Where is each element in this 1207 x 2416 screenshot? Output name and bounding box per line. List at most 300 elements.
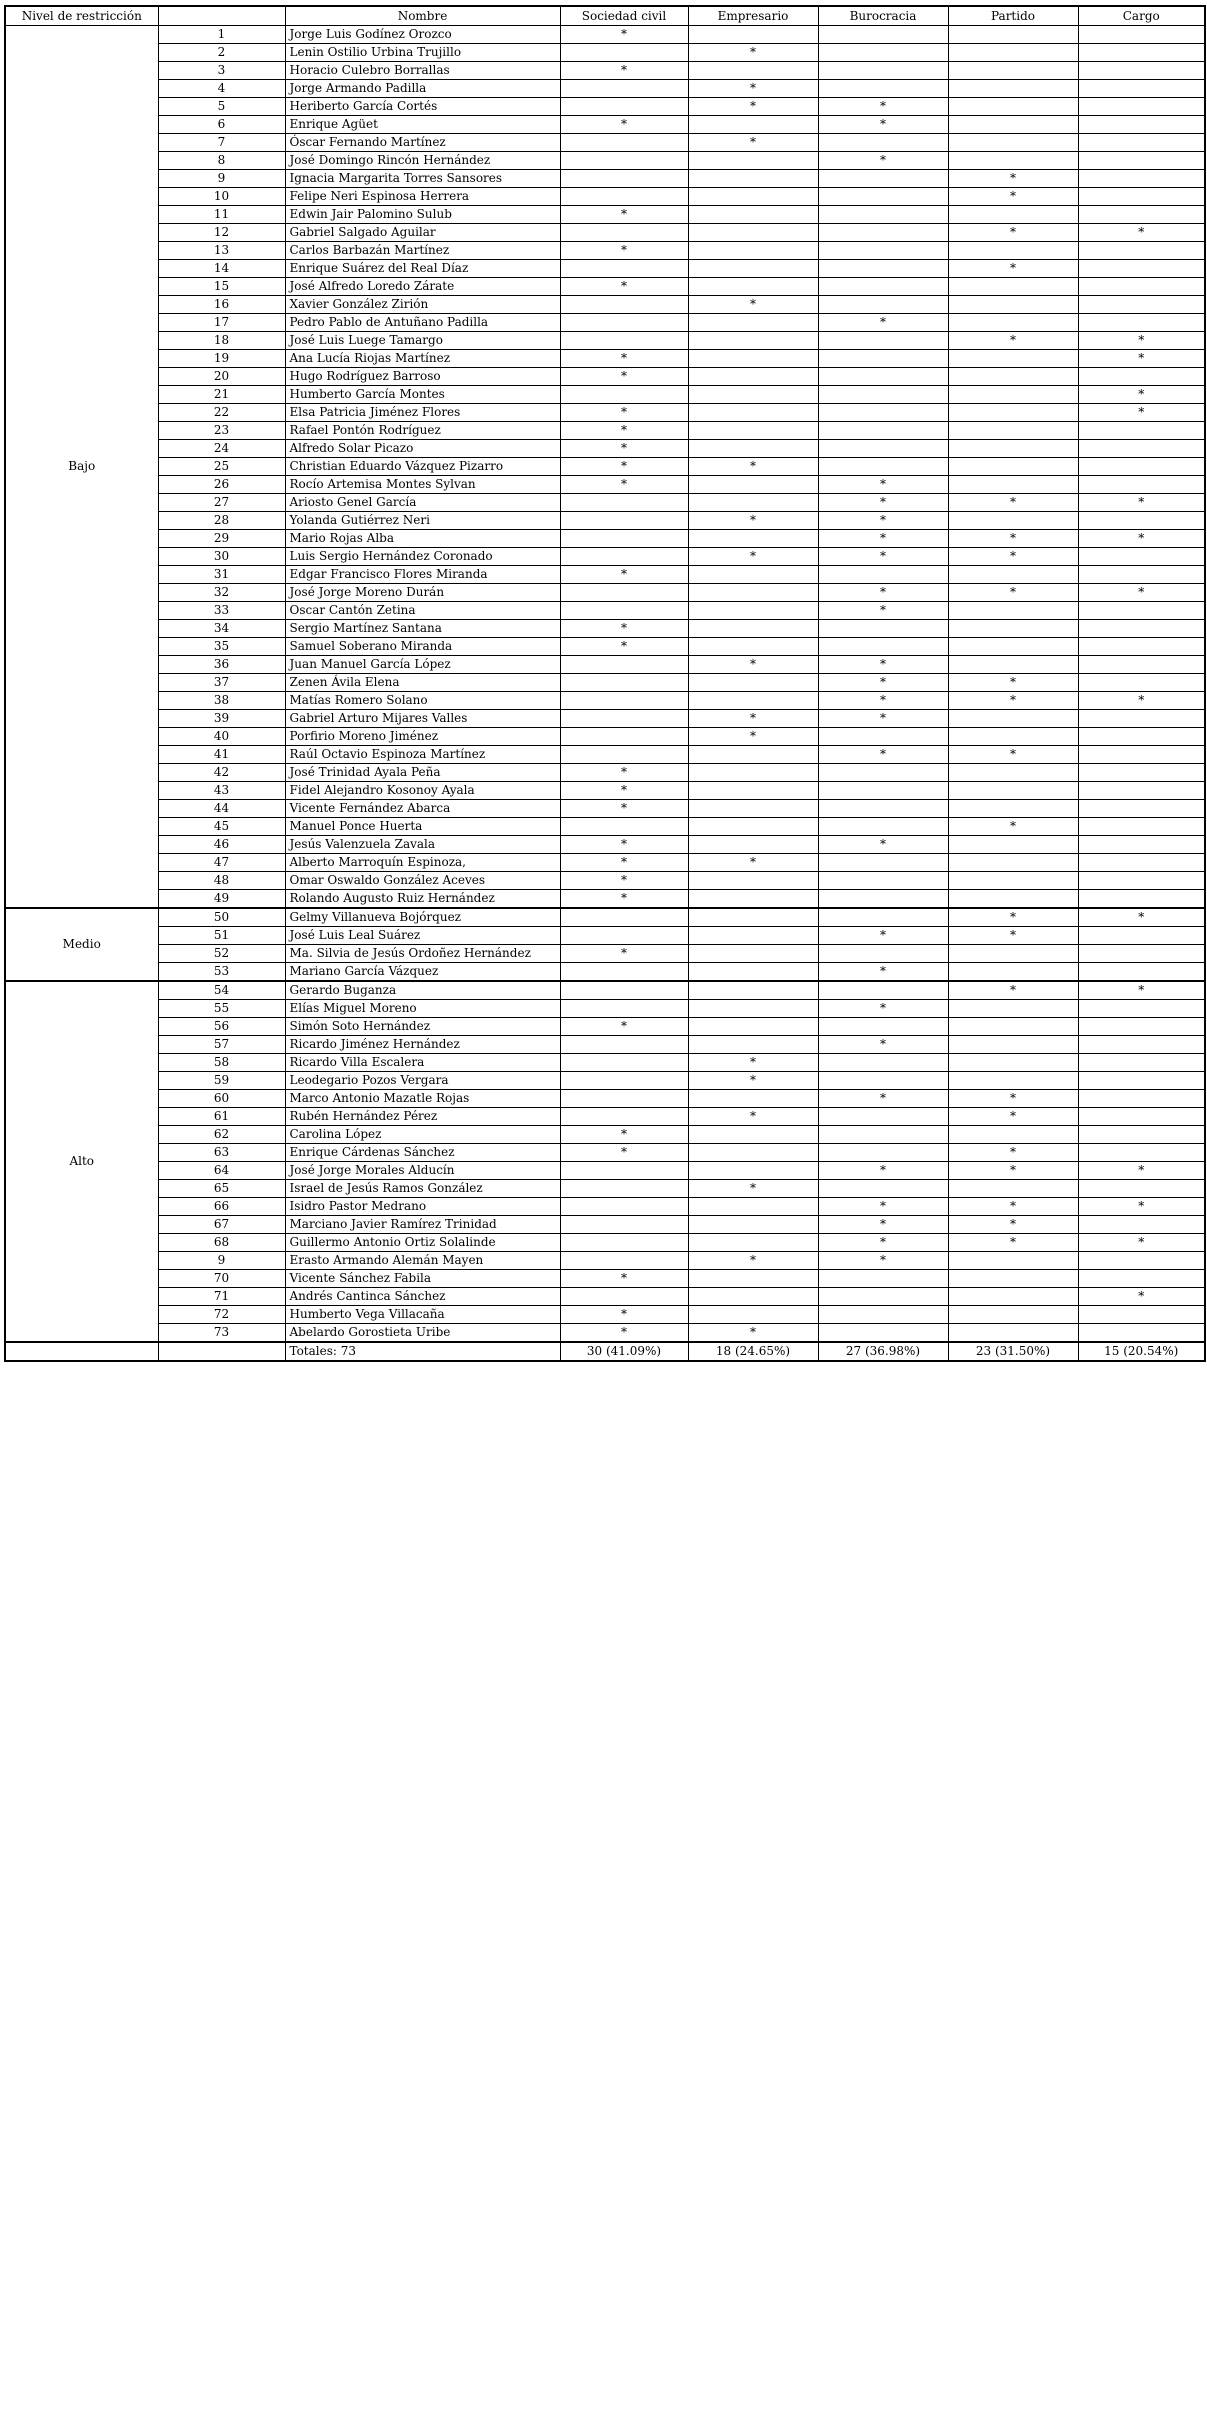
mark-cell-cargo xyxy=(1078,1000,1205,1018)
name-cell: Elsa Patricia Jiménez Flores xyxy=(285,404,560,422)
mark-cell-burocracia xyxy=(818,386,948,404)
mark-cell-burocracia xyxy=(818,80,948,98)
name-cell: Gerardo Buganza xyxy=(285,981,560,1000)
column-header-partido: Partido xyxy=(948,6,1078,26)
mark-cell-partido: * xyxy=(948,332,1078,350)
mark-cell-burocracia: * xyxy=(818,476,948,494)
total-value-burocracia: 27 (36.98%) xyxy=(818,1342,948,1361)
mark-cell-cargo xyxy=(1078,512,1205,530)
mark-cell-empresario: * xyxy=(688,98,818,116)
mark-cell-partido xyxy=(948,1000,1078,1018)
mark-cell-partido xyxy=(948,80,1078,98)
mark-cell-empresario: * xyxy=(688,512,818,530)
mark-cell-cargo: * xyxy=(1078,404,1205,422)
totals-number-cell-empty xyxy=(158,1342,285,1361)
row-number-cell: 20 xyxy=(158,368,285,386)
mark-cell-partido: * xyxy=(948,818,1078,836)
mark-cell-empresario xyxy=(688,1000,818,1018)
mark-cell-partido: * xyxy=(948,692,1078,710)
table-row xyxy=(5,963,1205,982)
mark-cell-burocracia xyxy=(818,26,948,44)
mark-cell-cargo xyxy=(1078,927,1205,945)
mark-cell-sociedad-civil: * xyxy=(560,422,688,440)
row-number-cell: 13 xyxy=(158,242,285,260)
name-cell: Luis Sergio Hernández Coronado xyxy=(285,548,560,566)
mark-cell-cargo xyxy=(1078,602,1205,620)
mark-cell-burocracia xyxy=(818,1108,948,1126)
mark-cell-partido: * xyxy=(948,548,1078,566)
mark-cell-sociedad-civil: * xyxy=(560,26,688,44)
mark-cell-cargo xyxy=(1078,476,1205,494)
mark-cell-sociedad-civil xyxy=(560,224,688,242)
row-number-cell: 38 xyxy=(158,692,285,710)
mark-cell-cargo xyxy=(1078,314,1205,332)
table-row xyxy=(5,44,1205,62)
name-cell: Raúl Octavio Espinoza Martínez xyxy=(285,746,560,764)
mark-cell-cargo xyxy=(1078,116,1205,134)
table-row xyxy=(5,494,1205,512)
mark-cell-cargo: * xyxy=(1078,692,1205,710)
mark-cell-cargo xyxy=(1078,746,1205,764)
name-cell: Ma. Silvia de Jesús Ordoñez Hernández xyxy=(285,945,560,963)
mark-cell-sociedad-civil: * xyxy=(560,1306,688,1324)
mark-cell-sociedad-civil xyxy=(560,1162,688,1180)
mark-cell-sociedad-civil xyxy=(560,602,688,620)
row-number-cell: 23 xyxy=(158,422,285,440)
mark-cell-burocracia xyxy=(818,782,948,800)
mark-cell-sociedad-civil xyxy=(560,1180,688,1198)
mark-cell-empresario xyxy=(688,476,818,494)
row-number-cell: 9 xyxy=(158,1252,285,1270)
table-row xyxy=(5,638,1205,656)
mark-cell-burocracia: * xyxy=(818,1036,948,1054)
table-row xyxy=(5,1252,1205,1270)
mark-cell-burocracia xyxy=(818,800,948,818)
mark-cell-cargo xyxy=(1078,26,1205,44)
mark-cell-burocracia xyxy=(818,206,948,224)
mark-cell-cargo xyxy=(1078,170,1205,188)
mark-cell-partido xyxy=(948,62,1078,80)
mark-cell-sociedad-civil: * xyxy=(560,566,688,584)
row-number-cell: 59 xyxy=(158,1072,285,1090)
name-cell: Ignacia Margarita Torres Sansores xyxy=(285,170,560,188)
mark-cell-empresario xyxy=(688,494,818,512)
name-cell: Yolanda Gutiérrez Neri xyxy=(285,512,560,530)
name-cell: Omar Oswaldo González Aceves xyxy=(285,872,560,890)
mark-cell-partido xyxy=(948,728,1078,746)
mark-cell-cargo xyxy=(1078,44,1205,62)
mark-cell-empresario xyxy=(688,746,818,764)
mark-cell-cargo xyxy=(1078,278,1205,296)
mark-cell-partido xyxy=(948,836,1078,854)
table-body xyxy=(5,26,1205,1362)
mark-cell-partido: * xyxy=(948,1234,1078,1252)
name-cell: Sergio Martínez Santana xyxy=(285,620,560,638)
name-cell: Andrés Cantinca Sánchez xyxy=(285,1288,560,1306)
table-row xyxy=(5,1234,1205,1252)
mark-cell-partido: * xyxy=(948,908,1078,927)
row-number-cell: 25 xyxy=(158,458,285,476)
mark-cell-cargo xyxy=(1078,656,1205,674)
mark-cell-burocracia xyxy=(818,620,948,638)
mark-cell-empresario xyxy=(688,332,818,350)
mark-cell-burocracia xyxy=(818,1072,948,1090)
mark-cell-burocracia: * xyxy=(818,314,948,332)
row-number-cell: 41 xyxy=(158,746,285,764)
mark-cell-sociedad-civil xyxy=(560,584,688,602)
mark-cell-cargo xyxy=(1078,1180,1205,1198)
mark-cell-cargo xyxy=(1078,440,1205,458)
mark-cell-sociedad-civil xyxy=(560,1234,688,1252)
name-cell: Enrique Suárez del Real Díaz xyxy=(285,260,560,278)
row-number-cell: 48 xyxy=(158,872,285,890)
mark-cell-sociedad-civil: * xyxy=(560,890,688,909)
mark-cell-sociedad-civil xyxy=(560,548,688,566)
mark-cell-sociedad-civil: * xyxy=(560,945,688,963)
name-cell: José Trinidad Ayala Peña xyxy=(285,764,560,782)
mark-cell-sociedad-civil xyxy=(560,98,688,116)
mark-cell-sociedad-civil: * xyxy=(560,206,688,224)
table-row xyxy=(5,1108,1205,1126)
table-row xyxy=(5,782,1205,800)
mark-cell-partido: * xyxy=(948,1144,1078,1162)
mark-cell-sociedad-civil: * xyxy=(560,368,688,386)
mark-cell-sociedad-civil: * xyxy=(560,1018,688,1036)
mark-cell-partido xyxy=(948,764,1078,782)
name-cell: Mariano García Vázquez xyxy=(285,963,560,982)
table-row xyxy=(5,314,1205,332)
mark-cell-empresario: * xyxy=(688,80,818,98)
row-number-cell: 43 xyxy=(158,782,285,800)
mark-cell-sociedad-civil: * xyxy=(560,836,688,854)
row-number-cell: 6 xyxy=(158,116,285,134)
mark-cell-empresario xyxy=(688,908,818,927)
mark-cell-burocracia xyxy=(818,1270,948,1288)
row-number-cell: 47 xyxy=(158,854,285,872)
mark-cell-burocracia xyxy=(818,854,948,872)
table-row xyxy=(5,1216,1205,1234)
table-row xyxy=(5,1162,1205,1180)
mark-cell-burocracia xyxy=(818,188,948,206)
row-number-cell: 9 xyxy=(158,170,285,188)
table-row xyxy=(5,692,1205,710)
name-cell: Humberto Vega Villacaña xyxy=(285,1306,560,1324)
mark-cell-empresario xyxy=(688,1234,818,1252)
mark-cell-cargo xyxy=(1078,872,1205,890)
mark-cell-partido: * xyxy=(948,1198,1078,1216)
mark-cell-sociedad-civil xyxy=(560,746,688,764)
name-cell: Vicente Sánchez Fabila xyxy=(285,1270,560,1288)
mark-cell-partido xyxy=(948,620,1078,638)
row-number-cell: 64 xyxy=(158,1162,285,1180)
mark-cell-partido xyxy=(948,963,1078,982)
mark-cell-empresario xyxy=(688,350,818,368)
table-row xyxy=(5,1144,1205,1162)
mark-cell-sociedad-civil xyxy=(560,1108,688,1126)
mark-cell-burocracia: * xyxy=(818,927,948,945)
row-number-cell: 42 xyxy=(158,764,285,782)
mark-cell-partido xyxy=(948,458,1078,476)
row-number-cell: 60 xyxy=(158,1090,285,1108)
mark-cell-empresario: * xyxy=(688,728,818,746)
column-header-cargo: Cargo xyxy=(1078,6,1205,26)
mark-cell-empresario xyxy=(688,116,818,134)
row-number-cell: 24 xyxy=(158,440,285,458)
mark-cell-sociedad-civil xyxy=(560,674,688,692)
table-row xyxy=(5,1072,1205,1090)
mark-cell-empresario: * xyxy=(688,44,818,62)
mark-cell-empresario xyxy=(688,422,818,440)
mark-cell-sociedad-civil xyxy=(560,314,688,332)
table-row xyxy=(5,278,1205,296)
mark-cell-partido xyxy=(948,566,1078,584)
total-value-empresario: 18 (24.65%) xyxy=(688,1342,818,1361)
name-cell: Samuel Soberano Miranda xyxy=(285,638,560,656)
mark-cell-partido xyxy=(948,1072,1078,1090)
mark-cell-sociedad-civil xyxy=(560,134,688,152)
column-header-empresario: Empresario xyxy=(688,6,818,26)
table-row xyxy=(5,170,1205,188)
name-cell: Horacio Culebro Borrallas xyxy=(285,62,560,80)
mark-cell-sociedad-civil xyxy=(560,530,688,548)
mark-cell-burocracia xyxy=(818,332,948,350)
mark-cell-empresario: * xyxy=(688,1072,818,1090)
mark-cell-empresario xyxy=(688,242,818,260)
mark-cell-cargo xyxy=(1078,1216,1205,1234)
mark-cell-partido xyxy=(948,638,1078,656)
mark-cell-sociedad-civil xyxy=(560,692,688,710)
column-header-nombre: Nombre xyxy=(285,6,560,26)
mark-cell-cargo: * xyxy=(1078,494,1205,512)
name-cell: Rolando Augusto Ruiz Hernández xyxy=(285,890,560,909)
mark-cell-empresario xyxy=(688,188,818,206)
name-cell: Gabriel Salgado Aguilar xyxy=(285,224,560,242)
row-number-cell: 45 xyxy=(158,818,285,836)
mark-cell-sociedad-civil xyxy=(560,1036,688,1054)
table-row xyxy=(5,602,1205,620)
table-row xyxy=(5,422,1205,440)
mark-cell-empresario xyxy=(688,872,818,890)
name-cell: Marco Antonio Mazatle Rojas xyxy=(285,1090,560,1108)
table-row xyxy=(5,908,1205,927)
mark-cell-partido xyxy=(948,512,1078,530)
mark-cell-burocracia xyxy=(818,1054,948,1072)
row-number-cell: 19 xyxy=(158,350,285,368)
mark-cell-sociedad-civil xyxy=(560,296,688,314)
mark-cell-cargo xyxy=(1078,548,1205,566)
table-row xyxy=(5,458,1205,476)
table-row xyxy=(5,566,1205,584)
name-cell: Manuel Ponce Huerta xyxy=(285,818,560,836)
mark-cell-empresario: * xyxy=(688,854,818,872)
mark-cell-burocracia xyxy=(818,1324,948,1343)
mark-cell-sociedad-civil xyxy=(560,981,688,1000)
mark-cell-sociedad-civil: * xyxy=(560,350,688,368)
row-number-cell: 46 xyxy=(158,836,285,854)
mark-cell-partido: * xyxy=(948,170,1078,188)
total-value-sociedad-civil: 30 (41.09%) xyxy=(560,1342,688,1361)
mark-cell-cargo xyxy=(1078,188,1205,206)
mark-cell-partido: * xyxy=(948,1108,1078,1126)
row-number-cell: 63 xyxy=(158,1144,285,1162)
table-row xyxy=(5,1090,1205,1108)
column-header-sociedad-civil: Sociedad civil xyxy=(560,6,688,26)
mark-cell-cargo xyxy=(1078,620,1205,638)
name-cell: Carlos Barbazán Martínez xyxy=(285,242,560,260)
mark-cell-cargo xyxy=(1078,1126,1205,1144)
mark-cell-cargo: * xyxy=(1078,1234,1205,1252)
table-row xyxy=(5,836,1205,854)
table-row xyxy=(5,746,1205,764)
mark-cell-sociedad-civil xyxy=(560,818,688,836)
mark-cell-cargo: * xyxy=(1078,350,1205,368)
table-row xyxy=(5,1126,1205,1144)
mark-cell-partido xyxy=(948,602,1078,620)
mark-cell-sociedad-civil xyxy=(560,710,688,728)
mark-cell-sociedad-civil: * xyxy=(560,620,688,638)
mark-cell-burocracia: * xyxy=(818,152,948,170)
mark-cell-burocracia xyxy=(818,872,948,890)
table-row xyxy=(5,1180,1205,1198)
row-number-cell: 67 xyxy=(158,1216,285,1234)
table-row xyxy=(5,584,1205,602)
mark-cell-partido: * xyxy=(948,530,1078,548)
mark-cell-partido: * xyxy=(948,494,1078,512)
table-row xyxy=(5,296,1205,314)
mark-cell-burocracia: * xyxy=(818,710,948,728)
row-number-cell: 26 xyxy=(158,476,285,494)
mark-cell-sociedad-civil: * xyxy=(560,872,688,890)
totals-label: Totales: 73 xyxy=(285,1342,560,1361)
mark-cell-partido: * xyxy=(948,1216,1078,1234)
table-row xyxy=(5,224,1205,242)
mark-cell-burocracia: * xyxy=(818,512,948,530)
mark-cell-partido xyxy=(948,206,1078,224)
row-number-cell: 18 xyxy=(158,332,285,350)
mark-cell-sociedad-civil: * xyxy=(560,764,688,782)
row-number-cell: 31 xyxy=(158,566,285,584)
mark-cell-partido xyxy=(948,890,1078,909)
row-number-cell: 15 xyxy=(158,278,285,296)
table-header xyxy=(5,6,1205,26)
mark-cell-sociedad-civil xyxy=(560,386,688,404)
restriction-level-cell-bajo: Bajo xyxy=(5,26,158,909)
name-cell: Ariosto Genel García xyxy=(285,494,560,512)
restriction-level-table xyxy=(4,5,1206,1362)
name-cell: Matías Romero Solano xyxy=(285,692,560,710)
row-number-cell: 28 xyxy=(158,512,285,530)
row-number-cell: 11 xyxy=(158,206,285,224)
mark-cell-partido xyxy=(948,152,1078,170)
mark-cell-burocracia: * xyxy=(818,746,948,764)
mark-cell-cargo: * xyxy=(1078,1198,1205,1216)
mark-cell-partido xyxy=(948,26,1078,44)
name-cell: Lenin Ostilio Urbina Trujillo xyxy=(285,44,560,62)
mark-cell-burocracia: * xyxy=(818,98,948,116)
mark-cell-cargo: * xyxy=(1078,584,1205,602)
name-cell: Heriberto García Cortés xyxy=(285,98,560,116)
table-row xyxy=(5,1288,1205,1306)
mark-cell-empresario: * xyxy=(688,296,818,314)
mark-cell-partido: * xyxy=(948,584,1078,602)
mark-cell-partido xyxy=(948,945,1078,963)
mark-cell-partido xyxy=(948,800,1078,818)
mark-cell-partido xyxy=(948,476,1078,494)
row-number-cell: 10 xyxy=(158,188,285,206)
header-row xyxy=(5,6,1205,26)
name-cell: José Jorge Moreno Durán xyxy=(285,584,560,602)
name-cell: Isidro Pastor Medrano xyxy=(285,1198,560,1216)
mark-cell-empresario xyxy=(688,584,818,602)
row-number-cell: 70 xyxy=(158,1270,285,1288)
mark-cell-cargo xyxy=(1078,1252,1205,1270)
name-cell: Rocío Artemisa Montes Sylvan xyxy=(285,476,560,494)
mark-cell-cargo xyxy=(1078,206,1205,224)
row-number-cell: 65 xyxy=(158,1180,285,1198)
mark-cell-sociedad-civil xyxy=(560,152,688,170)
row-number-cell: 14 xyxy=(158,260,285,278)
mark-cell-sociedad-civil xyxy=(560,1216,688,1234)
mark-cell-empresario xyxy=(688,800,818,818)
name-cell: Zenen Ávila Elena xyxy=(285,674,560,692)
mark-cell-cargo xyxy=(1078,422,1205,440)
mark-cell-empresario xyxy=(688,530,818,548)
table-row xyxy=(5,764,1205,782)
mark-cell-burocracia xyxy=(818,818,948,836)
mark-cell-cargo xyxy=(1078,1018,1205,1036)
totals-row xyxy=(5,1342,1205,1361)
mark-cell-empresario xyxy=(688,224,818,242)
mark-cell-empresario xyxy=(688,1144,818,1162)
mark-cell-empresario: * xyxy=(688,710,818,728)
mark-cell-empresario: * xyxy=(688,656,818,674)
mark-cell-empresario: * xyxy=(688,1324,818,1343)
mark-cell-partido xyxy=(948,404,1078,422)
row-number-cell: 52 xyxy=(158,945,285,963)
row-number-cell: 17 xyxy=(158,314,285,332)
name-cell: Israel de Jesús Ramos González xyxy=(285,1180,560,1198)
mark-cell-burocracia xyxy=(818,422,948,440)
name-cell: Enrique Agüet xyxy=(285,116,560,134)
mark-cell-cargo xyxy=(1078,98,1205,116)
table-row xyxy=(5,188,1205,206)
table-row xyxy=(5,260,1205,278)
mark-cell-empresario xyxy=(688,278,818,296)
mark-cell-cargo xyxy=(1078,242,1205,260)
name-cell: José Alfredo Loredo Zárate xyxy=(285,278,560,296)
mark-cell-cargo xyxy=(1078,1108,1205,1126)
mark-cell-partido: * xyxy=(948,746,1078,764)
mark-cell-empresario xyxy=(688,152,818,170)
mark-cell-cargo xyxy=(1078,1036,1205,1054)
table-row xyxy=(5,80,1205,98)
name-cell: Juan Manuel García López xyxy=(285,656,560,674)
mark-cell-sociedad-civil xyxy=(560,963,688,982)
mark-cell-partido xyxy=(948,1324,1078,1343)
mark-cell-sociedad-civil: * xyxy=(560,278,688,296)
table-row xyxy=(5,1270,1205,1288)
mark-cell-empresario xyxy=(688,1306,818,1324)
name-cell: Erasto Armando Alemán Mayen xyxy=(285,1252,560,1270)
mark-cell-burocracia xyxy=(818,170,948,188)
mark-cell-partido xyxy=(948,386,1078,404)
mark-cell-partido xyxy=(948,1306,1078,1324)
mark-cell-partido: * xyxy=(948,188,1078,206)
mark-cell-sociedad-civil xyxy=(560,1252,688,1270)
mark-cell-cargo xyxy=(1078,458,1205,476)
mark-cell-sociedad-civil xyxy=(560,656,688,674)
mark-cell-partido xyxy=(948,350,1078,368)
